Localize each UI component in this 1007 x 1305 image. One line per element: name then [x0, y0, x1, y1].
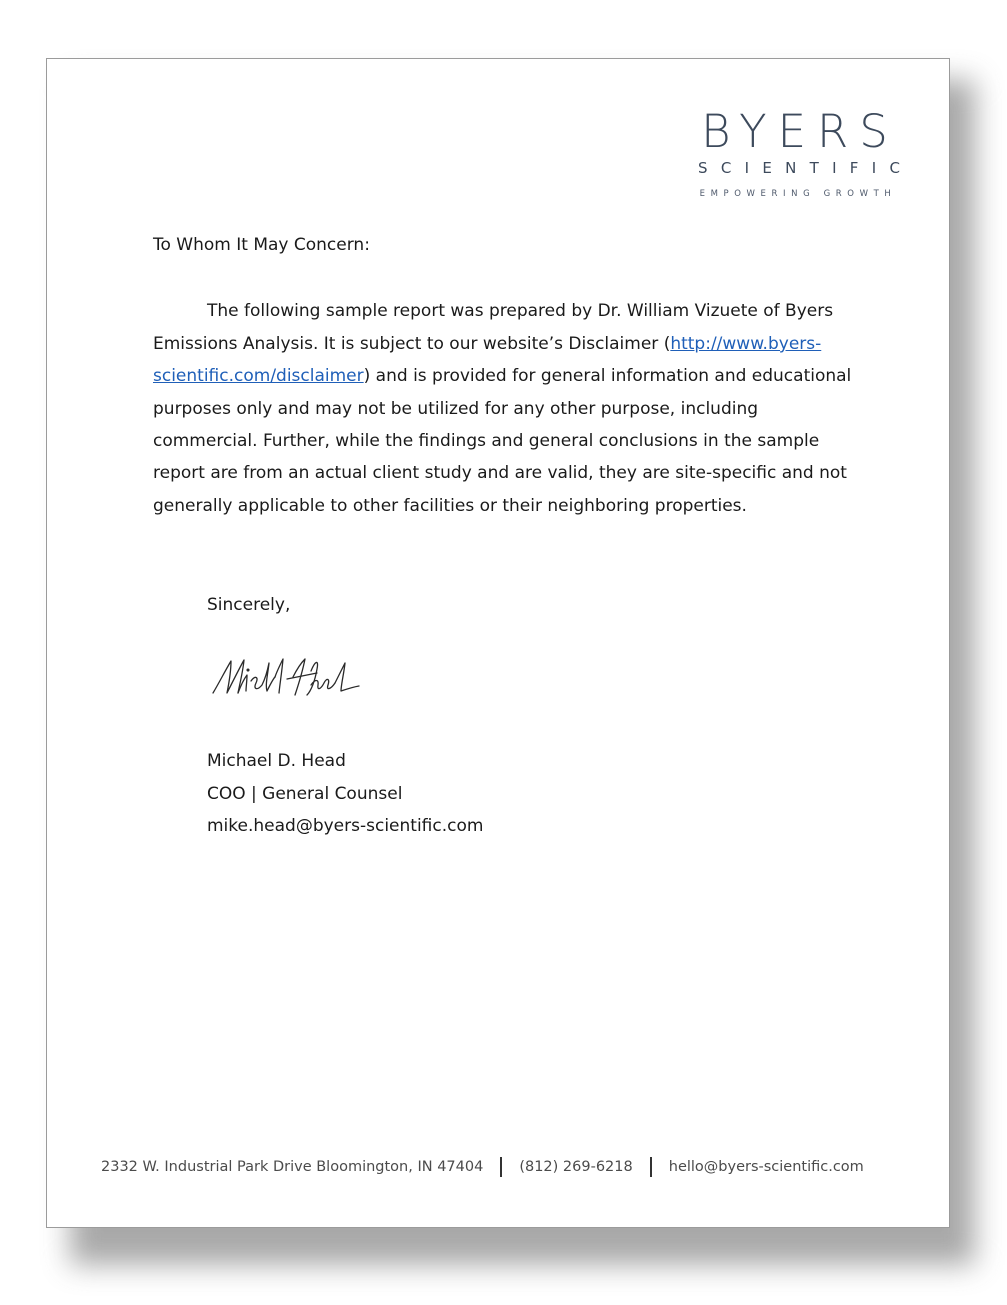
signer-email: mike.head@byers-scientific.com — [207, 816, 484, 836]
signer-name: Michael D. Head — [207, 751, 346, 771]
body-text-end: ) and is provided for general information and educational purposes only and may not be utilized for any other purpose, including commercial. Further, while the findings and general conclusions in the sample report are from an actual client study and are valid, they are site-specific and not generally applicable to other facilities or their neighboring properties. — [153, 366, 852, 516]
disclaimer-link[interactable]: http://www.byers-scientific.com/disclaimer — [153, 333, 822, 387]
footer-phone: (812) 269-6218 — [519, 1159, 633, 1175]
logo-wordmark: BYERS — [701, 105, 899, 158]
letter-page — [46, 58, 950, 1228]
company-logo — [684, 105, 914, 200]
logo-tagline: EMPOWERING GROWTH — [699, 189, 897, 199]
letter-body — [153, 229, 853, 522]
logo-subtitle: SCIENTIFIC — [698, 159, 914, 177]
handwritten-signature — [207, 649, 362, 709]
footer-email: hello@byers-scientific.com — [668, 1159, 864, 1175]
letterhead-footer — [101, 1157, 901, 1177]
closing: Sincerely, — [207, 595, 291, 615]
footer-address: 2332 W. Industrial Park Drive Bloomington, IN 47404 — [101, 1159, 484, 1175]
body-paragraph — [153, 295, 853, 522]
footer-divider — [500, 1157, 502, 1177]
salutation: To Whom It May Concern: — [153, 235, 370, 255]
footer-divider — [650, 1157, 652, 1177]
body-text-start: The following sample report was prepared by Dr. William Vizuete of Byers Emissions Analysis. It is subject to our website’s Disclaimer ( — [153, 301, 834, 354]
signer-title: COO | General Counsel — [207, 783, 403, 804]
signature-block — [207, 745, 483, 843]
